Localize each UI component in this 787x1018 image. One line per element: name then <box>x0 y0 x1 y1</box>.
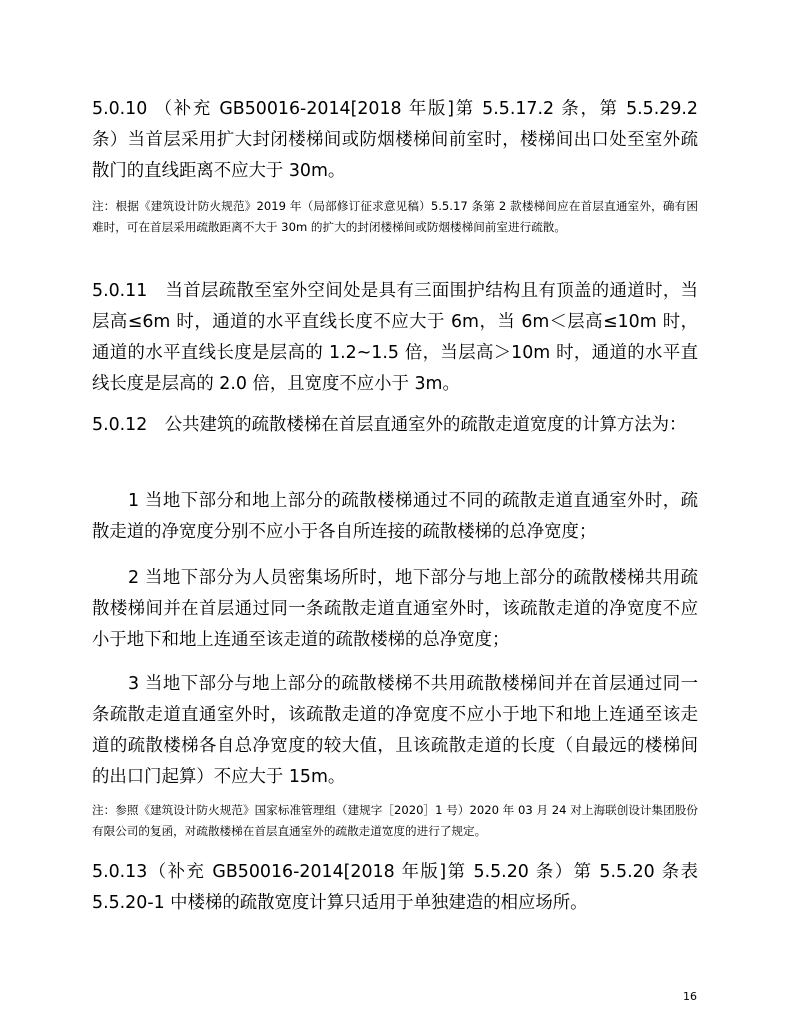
note-5-0-12: 注：参照《建筑设计防火规范》国家标准管理组（建规字［2020］1 号）2020 年 03 月 24 对上海联创设计集团股份有限公司的复函，对疏散楼梯在首层直通室外的疏散走道宽度的进行了规定。 <box>92 803 698 838</box>
clause-5-0-12-item-3: 3 当地下部分与地上部分的疏散楼梯不共用疏散楼梯间并在首层通过同一条疏散走道直通室外时，该疏散走道的净宽度不应小于地下和地上连通至该走道的疏散楼梯各自总净宽度的较大值，且该疏散走道的长度（自最远的楼梯间的出口门起算）不应大于 15m。 <box>92 674 698 787</box>
clause-5-0-11: 5.0.11 当首层疏散至室外空间处是具有三面围护结构且有顶盖的通道时，当层高≤6m 时，通道的水平直线长度不应大于 6m，当 6m＜层高≤10m 时，通道的水平直线长度是层高的 1.2~1.5 倍，当层高＞10m 时，通道的水平直线长度是层高的 2.0 倍，且宽度不应小于 3m。 <box>92 281 698 394</box>
clause-5-0-12: 5.0.12 公共建筑的疏散楼梯在首层直通室外的疏散走道宽度的计算方法为： <box>92 415 687 435</box>
clause-5-0-10: 5.0.10 （补充 GB50016-2014[2018 年版]第 5.5.17.2 条，第 5.5.29.2 条）当首层采用扩大封闭楼梯间或防烟楼梯间前室时，楼梯间出口处至室外疏散门的直线距离不应大于 30m。 <box>92 99 698 181</box>
clause-5-0-12-item-1: 1 当地下部分和地上部分的疏散楼梯通过不同的疏散走道直通室外时，疏散走道的净宽度分别不应小于各自所连接的疏散楼梯的总净宽度； <box>92 491 698 542</box>
note-5-0-10: 注：根据《建筑设计防火规范》2019 年（局部修订征求意见稿）5.5.17 条第 2 款楼梯间应在首层直通室外，确有困难时，可在首层采用疏散距离不大于 30m 的扩大的封闭楼梯间或防烟楼梯间前室进行疏散。 <box>92 199 698 234</box>
page-number: 16 <box>683 990 697 1003</box>
clause-5-0-13: 5.0.13（补充 GB50016-2014[2018 年版]第 5.5.20 条）第 5.5.20 条表 5.5.20-1 中楼梯的疏散宽度计算只适用于单独建造的相应场所。 <box>92 862 698 913</box>
clause-5-0-12-item-2: 2 当地下部分为人员密集场所时，地下部分与地上部分的疏散楼梯共用疏散楼梯间并在首层通过同一条疏散走道直通室外时，该疏散走道的净宽度不应小于地下和地上连通至该走道的疏散楼梯的总净宽度； <box>92 568 698 650</box>
